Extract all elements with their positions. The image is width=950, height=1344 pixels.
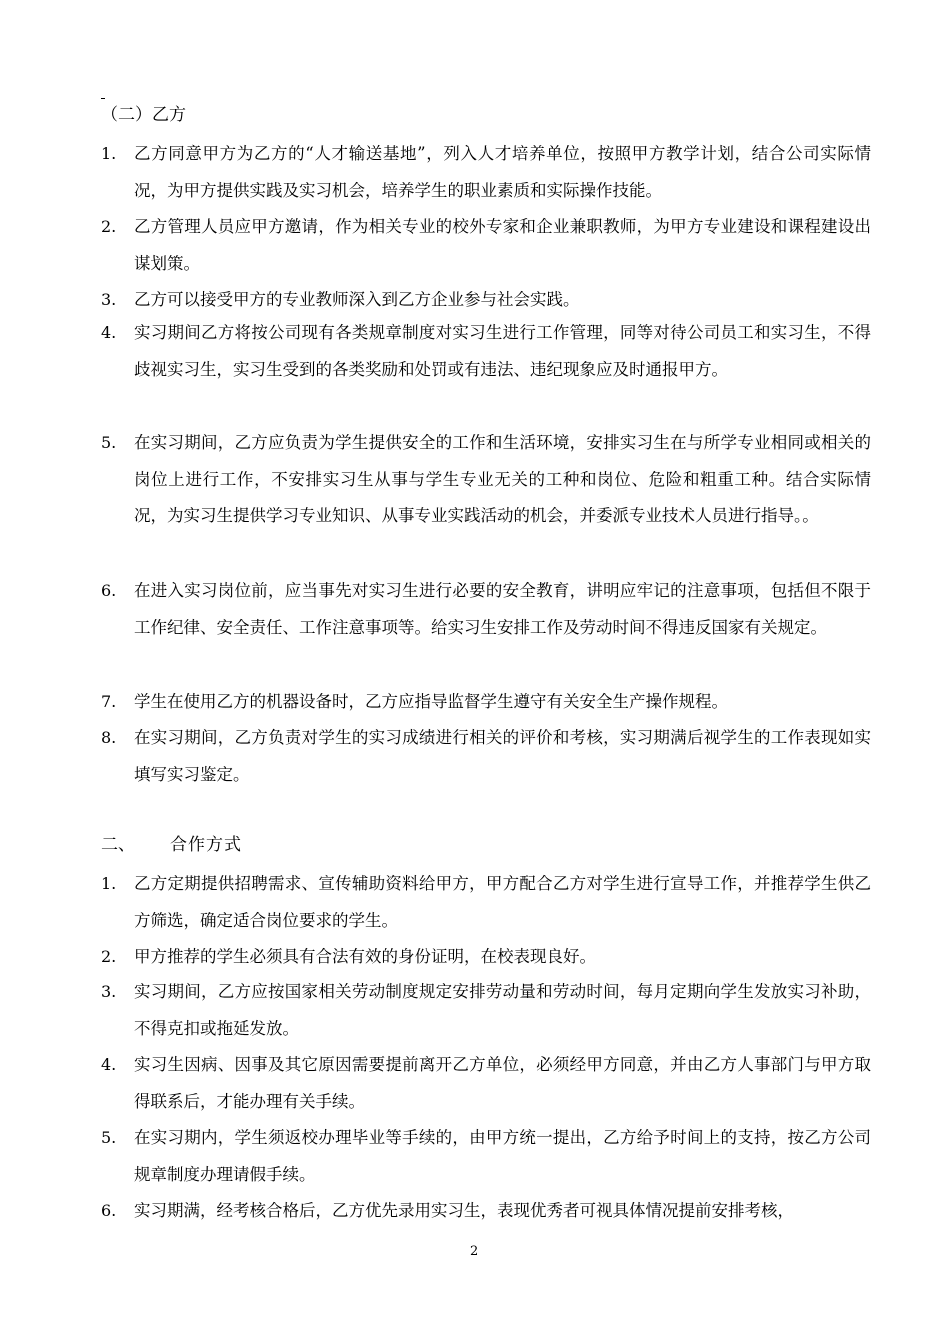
list-item-text: 在实习期内，学生须返校办理毕业等手续的，由甲方统一提出，乙方给予时间上的支持，按乙方公司规章制度办理请假手续。 [134,1128,871,1184]
list-item-number: 3. [101,982,117,1001]
list-item [101,974,871,1047]
list-item-text: 在实习期间，乙方负责对学生的实习成绩进行相关的评价和考核，实习期满后视学生的工作表现如实填写实习鉴定。 [134,728,871,784]
list-item-number: 3. [101,290,117,309]
list-item [101,282,871,319]
list-item [101,425,871,535]
list-item-number: 6. [101,581,117,600]
list-item-text: 学生在使用乙方的机器设备时，乙方应指导监督学生遵守有关安全生产操作规程。 [134,692,728,711]
list-item-text: 在实习期间，乙方应负责为学生提供安全的工作和生活环境，安排实习生在与所学专业相同或相关的岗位上进行工作，不安排实习生从事与学生专业无关的工种和岗位、危险和粗重工种。结合实际情况，为实习生提供学习专业知识、从事专业实践活动的机会，并委派专业技术人员进行指导。。 [134,433,871,525]
list-item [101,1193,871,1230]
list-item-number: 6. [101,1201,117,1220]
list-item-number: 2. [101,217,117,236]
header-mark [101,98,105,99]
list-item [101,939,871,976]
list-item-text: 乙方定期提供招聘需求、宣传辅助资料给甲方，甲方配合乙方对学生进行宣导工作，并推荐学生供乙方筛选，确定适合岗位要求的学生。 [134,874,871,930]
list-item-number: 5. [101,1128,117,1147]
list-item-text: 实习期间乙方将按公司现有各类规章制度对实习生进行工作管理，同等对待公司员工和实习生，不得歧视实习生，实习生受到的各类奖励和处罚或有违法、违纪现象应及时通报甲方。 [134,323,871,379]
list-item-text: 实习期间，乙方应按国家相关劳动制度规定安排劳动量和劳动时间，每月定期向学生发放实习补助，不得克扣或拖延发放。 [134,982,871,1038]
list-item-text: 在进入实习岗位前，应当事先对实习生进行必要的安全教育，讲明应牢记的注意事项，包括但不限于工作纪律、安全责任、工作注意事项等。给实习生安排工作及劳动时间不得违反国家有关规定。 [134,581,871,637]
list-item [101,136,871,209]
list-item-number: 7. [101,692,117,711]
list-item [101,720,871,793]
section-2-number: 二、 [101,835,135,855]
list-item-number: 8. [101,728,117,747]
list-item-number: 4. [101,323,117,342]
list-item-number: 1. [101,144,117,163]
page-number: 2 [470,1244,479,1259]
list-item-number: 5. [101,433,117,452]
list-item-number: 2. [101,947,117,966]
list-item-text: 乙方同意甲方为乙方的“人才输送基地”，列入人才培养单位，按照甲方教学计划，结合公司实际情况，为甲方提供实践及实习机会，培养学生的职业素质和实际操作技能。 [134,144,871,200]
list-item [101,1120,871,1193]
list-item [101,573,871,646]
list-item-text: 实习期满，经考核合格后，乙方优先录用实习生，表现优秀者可视具体情况提前安排考核， [134,1201,794,1220]
list-item [101,866,871,939]
list-item-number: 1. [101,874,117,893]
list-item [101,209,871,282]
list-item [101,684,871,721]
list-item [101,315,871,388]
section-b-heading: （二）乙方 [101,105,186,125]
list-item-text: 乙方可以接受甲方的专业教师深入到乙方企业参与社会实践。 [134,290,580,309]
list-item-number: 4. [101,1055,117,1074]
list-item-text: 乙方管理人员应甲方邀请，作为相关专业的校外专家和企业兼职教师，为甲方专业建设和课程建设出谋划策。 [134,217,871,273]
section-2-title: 合作方式 [170,835,242,855]
list-item-text: 实习生因病、因事及其它原因需要提前离开乙方单位，必须经甲方同意，并由乙方人事部门与甲方取得联系后，才能办理有关手续。 [134,1055,871,1111]
list-item [101,1047,871,1120]
list-item-text: 甲方推荐的学生必须具有合法有效的身份证明，在校表现良好。 [134,947,596,966]
